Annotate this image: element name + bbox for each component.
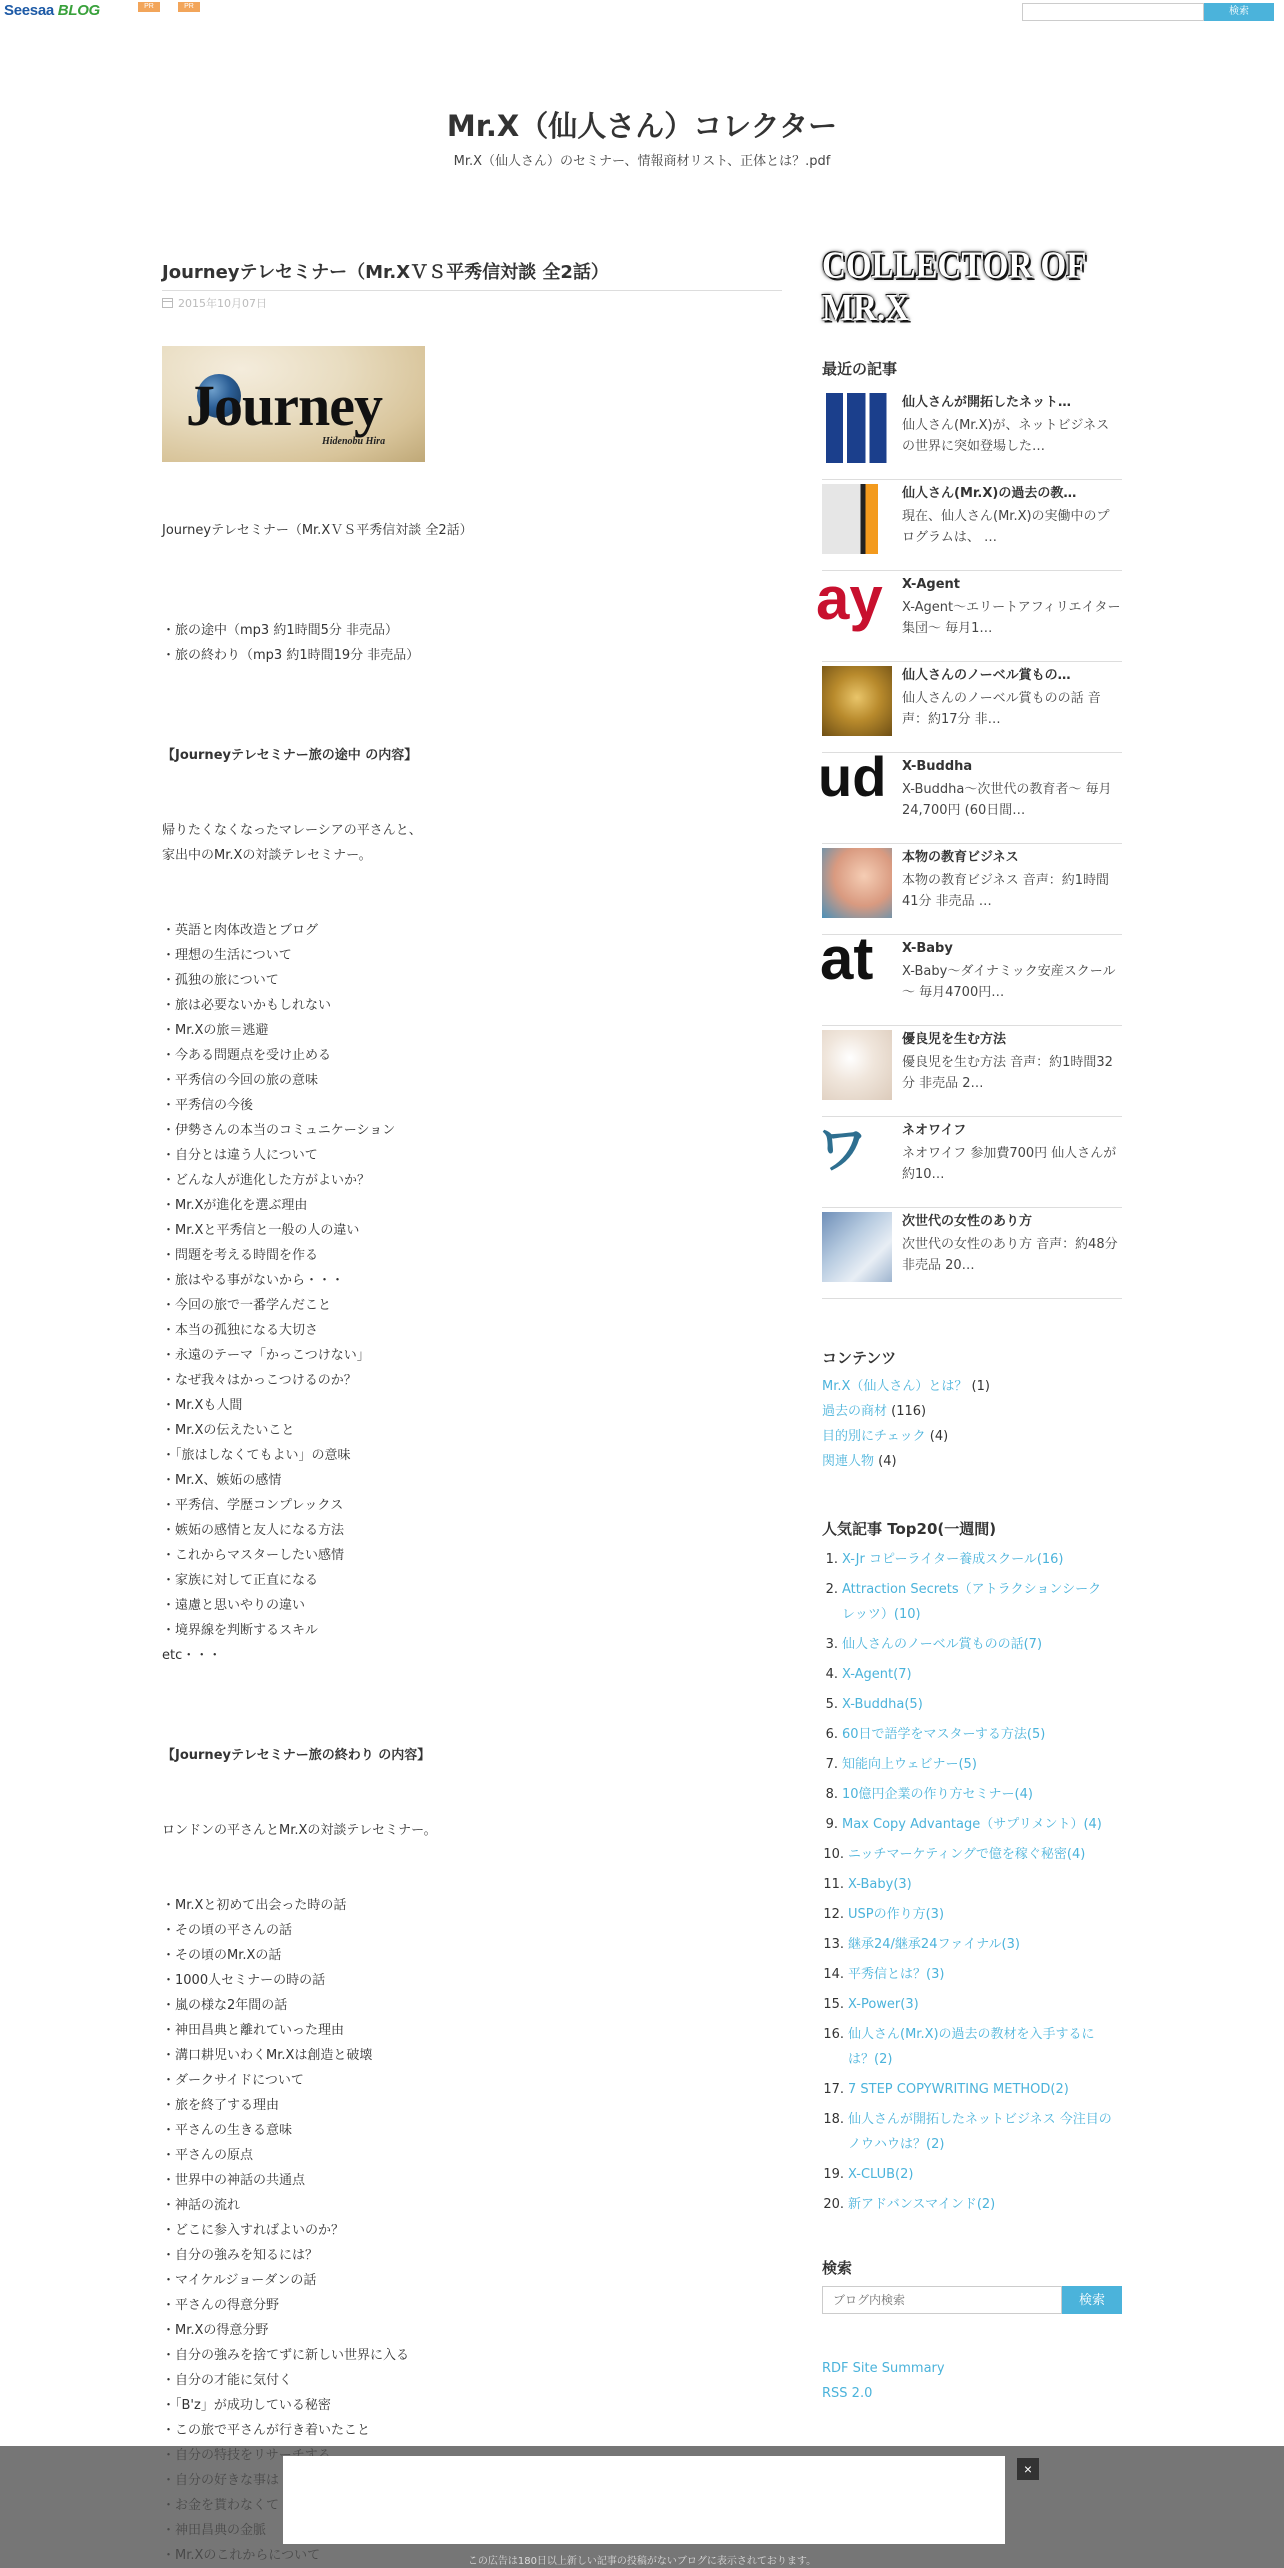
list-item: ・永遠のテーマ「かっこつけない」 xyxy=(162,1348,370,1363)
recent-title[interactable]: X-Baby xyxy=(902,941,953,956)
ranking-number: 1. xyxy=(825,1552,838,1567)
post-date: 2015年10月07日 xyxy=(162,295,782,311)
recent-title[interactable]: ネオワイフ xyxy=(902,1123,967,1138)
recent-thumbnail[interactable] xyxy=(818,745,892,827)
file-item: ・旅の途中（mp3 約1時間5分 非売品） xyxy=(162,623,398,638)
ranking-number: 18. xyxy=(823,2112,844,2127)
thumbnail-graphic: at xyxy=(820,925,874,992)
recent-thumbnail[interactable] xyxy=(822,848,892,918)
ranking-link[interactable]: X-Buddha(5) xyxy=(842,1697,923,1712)
list-item: ・遠慮と思いやりの違い xyxy=(162,1598,306,1613)
top-search-button[interactable]: 検索 xyxy=(1204,3,1274,21)
site-title[interactable]: Mr.X（仙人さん）コレクター xyxy=(446,109,838,143)
ranking-heading: 人気記事 Top20(一週間) xyxy=(822,1520,997,1538)
contents-heading: コンテンツ xyxy=(822,1349,897,1367)
ranking-link[interactable]: 仙人さんのノーベル賞ものの話(7) xyxy=(842,1637,1043,1652)
section1-list xyxy=(162,918,782,1643)
ranking-number: 5. xyxy=(825,1697,838,1712)
ranking-item xyxy=(822,1812,1122,1837)
thumbnail-graphic: ud xyxy=(818,745,887,808)
ranking-number: 20. xyxy=(823,2197,844,2212)
list-item: ・今回の旅で一番学んだこと xyxy=(162,1298,332,1313)
recent-thumbnail[interactable] xyxy=(816,565,892,645)
list-item: ・ダークサイドについて xyxy=(162,2073,304,2088)
list-item: ・平秀信、学歴コンプレックス xyxy=(162,1498,344,1513)
post-body xyxy=(162,462,782,2568)
list-item: ・1000人セミナーの時の話 xyxy=(162,1973,326,1988)
recent-article[interactable] xyxy=(820,925,1122,1026)
list-item: ・「B'z」が成功している秘密 xyxy=(162,2398,331,2413)
list-item: ・今ある問題点を受け止める xyxy=(162,1048,332,1063)
ranking-item xyxy=(822,1782,1122,1807)
ranking-link[interactable]: Max Copy Advantage（サプリメント）(4) xyxy=(842,1817,1102,1832)
list-item: ・この旅で平さんが行き着いたこと xyxy=(162,2423,371,2438)
contents-count: (116) xyxy=(891,1404,927,1419)
list-item: ・どんな人が進化した方がよいか？ xyxy=(162,1173,371,1188)
list-item: ・神話の流れ xyxy=(162,2198,241,2213)
ranking-item xyxy=(822,2192,1122,2217)
ranking-number: 15. xyxy=(823,1997,844,2012)
main-article xyxy=(162,258,782,2568)
recent-excerpt: 仙人さんのノーベル賞ものの話 音声：約17分 非… xyxy=(902,691,1101,727)
list-item: ・平さんの生きる意味 xyxy=(162,2123,293,2138)
ranking-item xyxy=(822,2162,1122,2187)
ranking-item xyxy=(822,1632,1122,1657)
list-item: ・旅を終了する理由 xyxy=(162,2098,280,2113)
section-heading: 【Journeyテレセミナー旅の途中 の内容】 xyxy=(162,748,418,763)
list-item: ・旅は必要ないかもしれない xyxy=(162,998,332,1013)
ranking-item xyxy=(822,2077,1122,2102)
contents-item xyxy=(822,1449,1122,1474)
recent-article[interactable] xyxy=(822,1208,1122,1299)
collector-banner[interactable]: COLLECTOR OF MR.X xyxy=(822,245,1086,330)
ranking-link[interactable]: 平秀信とは？(3) xyxy=(848,1967,945,1982)
ranking-number: 19. xyxy=(823,2167,844,2182)
site-description: Mr.X（仙人さん）のセミナー、情報商材リスト、正体とは？.pdf xyxy=(453,154,831,169)
list-item: ・理想の生活について xyxy=(162,948,292,963)
recent-excerpt: X-Agent～エリートアフィリエイター集団～ 毎月1… xyxy=(902,600,1121,636)
recent-excerpt: X-Buddha～次世代の教育者～ 毎月24,700円 (60日間… xyxy=(902,782,1112,818)
ad-overlay xyxy=(0,2446,1284,2568)
recent-thumbnail[interactable] xyxy=(822,393,892,463)
ranking-link[interactable]: USPの作り方(3) xyxy=(848,1907,945,1922)
ranking-link[interactable]: 7 STEP COPYWRITING METHOD(2) xyxy=(848,2082,1069,2097)
sidebar xyxy=(816,245,1122,2406)
list-item: ・平さんの原点 xyxy=(162,2148,254,2163)
list-item: ・世界中の神話の共通点 xyxy=(162,2173,306,2188)
seesaa-blog-logo[interactable]: Seesaa BLOG xyxy=(4,2,100,19)
recent-thumbnail[interactable] xyxy=(816,1121,892,1191)
pr-badge[interactable]: PR xyxy=(138,2,160,12)
recent-article[interactable] xyxy=(822,662,1122,753)
ranking-item xyxy=(822,1692,1122,1717)
blog-search-button[interactable]: 検索 xyxy=(1062,2286,1122,2314)
ranking-item xyxy=(822,1752,1122,1777)
contents-item xyxy=(822,1399,1122,1424)
ranking-item xyxy=(822,2107,1122,2157)
recent-info xyxy=(902,1121,1122,1207)
ranking-item xyxy=(822,1722,1122,1747)
list-item: ・本当の孤独になる大切さ xyxy=(162,1323,319,1338)
recent-info xyxy=(902,575,1122,661)
list-item: ・マイケルジョーダンの話 xyxy=(162,2273,317,2288)
ranking-item xyxy=(822,1992,1122,2017)
rss-links xyxy=(822,2356,1122,2406)
ranking-link[interactable]: X-Agent(7) xyxy=(842,1667,912,1682)
contents-link[interactable]: 目的別にチェック xyxy=(822,1429,926,1444)
section-etc: etc・・・ xyxy=(162,1648,222,1663)
ranking-item xyxy=(822,1932,1122,1957)
recent-excerpt: 優良児を生む方法 音声：約1時間32分 非売品 2… xyxy=(902,1055,1113,1091)
contents-count: (4) xyxy=(929,1429,949,1444)
list-item: ・伊勢さんの本当のコミュニケーション xyxy=(162,1123,396,1138)
list-item: ・嵐の様な2年間の話 xyxy=(162,1998,288,2013)
ranking-number: 9. xyxy=(825,1817,838,1832)
recent-title[interactable]: 仙人さん(Mr.X)の過去の教… xyxy=(902,486,1077,501)
contents-list xyxy=(822,1374,1122,1474)
recent-info xyxy=(902,848,1122,934)
ad-banner[interactable] xyxy=(283,2456,1005,2544)
section-heading: 【Journeyテレセミナー旅の終わり の内容】 xyxy=(162,1748,431,1763)
recent-excerpt: 次世代の女性のあり方 音声：約48分 非売品 20… xyxy=(902,1237,1118,1273)
recent-title[interactable]: 仙人さんが開拓したネット… xyxy=(902,395,1072,410)
ranking-number: 8. xyxy=(825,1787,838,1802)
list-item: ・どこに参入すればよいのか？ xyxy=(162,2223,345,2238)
recent-excerpt: ネオワイフ 参加費700円 仙人さんが約10… xyxy=(902,1146,1117,1182)
ranking-link[interactable]: X-CLUB(2) xyxy=(848,2167,914,2182)
ranking-link[interactable]: ニッチマーケティングで億を稼ぐ秘密(4) xyxy=(848,1847,1086,1862)
ranking-list xyxy=(822,1547,1122,2217)
recent-article[interactable] xyxy=(816,1117,1122,1208)
file-item: ・旅の終わり（mp3 約1時間19分 非売品） xyxy=(162,648,420,663)
ranking-link[interactable]: 10億円企業の作り方セミナー(4) xyxy=(842,1787,1033,1802)
recent-list xyxy=(816,389,1122,1299)
ranking-link[interactable]: 知能向上ウェビナー(5) xyxy=(842,1757,977,1772)
recent-thumbnail[interactable] xyxy=(822,1030,892,1100)
list-item: ・Mr.Xも人間 xyxy=(162,1398,243,1413)
contents-link[interactable]: 過去の商材 xyxy=(822,1404,888,1419)
ranking-number: 4. xyxy=(825,1667,838,1682)
ranking-item xyxy=(822,1872,1122,1897)
ranking-link[interactable]: Attraction Secrets（アトラクションシークレッツ）(10) xyxy=(842,1582,1102,1622)
ranking-number: 16. xyxy=(823,2027,844,2042)
ranking-number: 6. xyxy=(825,1727,838,1742)
ranking-number: 17. xyxy=(823,2082,844,2097)
list-item: ・その頃の平さんの話 xyxy=(162,1923,293,1938)
recent-title[interactable]: 優良児を生む方法 xyxy=(902,1032,1007,1047)
rss-link[interactable]: RSS 2.0 xyxy=(822,2386,873,2401)
section-intro: 帰りたくなくなったマレーシアの平さんと、 xyxy=(162,823,422,838)
contents-count: (1) xyxy=(971,1379,990,1394)
list-item: ・自分の強みを捨てずに新しい世界に入る xyxy=(162,2348,410,2363)
list-item: ・神田昌典と離れていった理由 xyxy=(162,2023,345,2038)
ranking-item xyxy=(822,1902,1122,1927)
thumbnail-graphic: ay xyxy=(816,565,883,632)
post-intro: Journeyテレセミナー（Mr.XＶＳ平秀信対談 全2話） xyxy=(162,523,473,538)
journey-logo-text: Journey xyxy=(186,373,382,438)
ranking-item xyxy=(822,1547,1122,1572)
recent-article[interactable] xyxy=(822,844,1122,935)
recent-info xyxy=(902,393,1122,479)
top-search-input[interactable] xyxy=(1022,3,1204,21)
recent-article[interactable] xyxy=(822,1026,1122,1117)
list-item: ・「旅はしなくてもよい」の意味 xyxy=(162,1448,351,1463)
recent-info xyxy=(902,1030,1122,1116)
recent-article[interactable] xyxy=(818,745,1122,844)
recent-title[interactable]: 仙人さんのノーベル賞もの… xyxy=(902,668,1071,683)
recent-info xyxy=(902,666,1122,752)
recent-info xyxy=(902,939,1122,1025)
ranking-link[interactable]: 60日で語学をマスターする方法(5) xyxy=(842,1727,1046,1742)
list-item: ・Mr.Xの旅＝逃避 xyxy=(162,1023,269,1038)
list-item: ・問題を考える時間を作る xyxy=(162,1248,319,1263)
recent-excerpt: 本物の教育ビジネス 音声：約1時間41分 非売品 … xyxy=(902,873,1110,909)
calendar-icon xyxy=(162,298,173,308)
search-heading: 検索 xyxy=(822,2259,853,2277)
recent-thumbnail[interactable] xyxy=(822,666,892,736)
ranking-item xyxy=(822,2022,1122,2072)
recent-article[interactable] xyxy=(822,389,1122,480)
recent-excerpt: X-Baby～ダイナミック安産スクール～ 毎月4700円… xyxy=(902,964,1116,1000)
recent-info xyxy=(902,757,1122,843)
ranking-item xyxy=(822,1962,1122,1987)
ranking-number: 7. xyxy=(825,1757,838,1772)
rdf-link[interactable]: RDF Site Summary xyxy=(822,2361,945,2376)
recent-excerpt: 仙人さん(Mr.X)が、ネットビジネスの世界に突如登場した… xyxy=(902,418,1110,454)
list-item: ・自分の才能に気付く xyxy=(162,2373,293,2388)
ranking-link[interactable]: 新アドバンスマインド(2) xyxy=(848,2197,996,2212)
ranking-number: 13. xyxy=(823,1937,844,1952)
journey-image xyxy=(162,346,425,462)
list-item: ・自分とは違う人について xyxy=(162,1148,318,1163)
ranking-link[interactable]: X-Power(3) xyxy=(848,1997,919,2012)
recent-excerpt: 現在、仙人さん(Mr.X)の実働中のプログラムは、 … xyxy=(902,509,1110,545)
recent-info xyxy=(902,1212,1122,1298)
recent-article[interactable] xyxy=(822,480,1122,571)
ranking-link[interactable]: X-Baby(3) xyxy=(848,1877,912,1892)
list-item: ・溝口耕児いわくMr.Xは創造と破壊 xyxy=(162,2048,373,2063)
ranking-number: 10. xyxy=(823,1847,844,1862)
contents-section xyxy=(822,1347,1122,1474)
recent-title[interactable]: 本物の教育ビジネス xyxy=(902,850,1019,865)
contents-link[interactable]: Mr.X（仙人さん）とは？ xyxy=(822,1379,968,1394)
post-title[interactable]: Journeyテレセミナー（Mr.XＶＳ平秀信対談 全2話） xyxy=(162,258,782,291)
ranking-number: 2. xyxy=(825,1582,838,1597)
recent-title[interactable]: X-Agent xyxy=(902,577,961,592)
list-item: ・その頃のMr.Xの話 xyxy=(162,1948,282,1963)
recent-title[interactable]: 次世代の女性のあり方 xyxy=(902,1214,1033,1229)
ranking-number: 12. xyxy=(823,1907,844,1922)
close-icon[interactable]: × xyxy=(1017,2458,1039,2480)
list-item: ・境界線を判断するスキル xyxy=(162,1623,318,1638)
list-item: ・Mr.Xが進化を選ぶ理由 xyxy=(162,1198,308,1213)
list-item: ・自分の強みを知るには？ xyxy=(162,2248,319,2263)
list-item: ・家族に対して正直になる xyxy=(162,1573,319,1588)
ranking-item xyxy=(822,1662,1122,1687)
ranking-item xyxy=(822,1842,1122,1867)
list-item: ・これからマスターしたい感情 xyxy=(162,1548,345,1563)
recent-title[interactable]: X-Buddha xyxy=(902,759,973,774)
contents-item xyxy=(822,1374,1122,1399)
ranking-number: 3. xyxy=(825,1637,838,1652)
section-intro: ロンドンの平さんとMr.Xの対談テレセミナー。 xyxy=(162,1823,437,1838)
ranking-link[interactable]: 仙人さん(Mr.X)の過去の教材を入手するには？(2) xyxy=(848,2027,1095,2067)
ranking-section xyxy=(822,1518,1122,2217)
search-section xyxy=(822,2257,1122,2314)
list-item: ・嫉妬の感情と友人になる方法 xyxy=(162,1523,345,1538)
recent-thumbnail[interactable] xyxy=(822,484,892,554)
ranking-link[interactable]: 継承24/継承24ファイナル(3) xyxy=(848,1937,1020,1952)
list-item: ・Mr.Xの得意分野 xyxy=(162,2323,269,2338)
contents-item xyxy=(822,1424,1122,1449)
section-intro: 家出中のMr.Xの対談テレセミナー。 xyxy=(162,848,372,863)
ranking-link[interactable]: 仙人さんが開拓したネットビジネス 今注目のノウハウは？(2) xyxy=(848,2112,1112,2152)
list-item: ・英語と肉体改造とブログ xyxy=(162,923,319,938)
list-item: ・平さんの得意分野 xyxy=(162,2298,280,2313)
ranking-link[interactable]: X-Jr コピーライター養成スクール(16) xyxy=(842,1552,1064,1567)
pr-badge[interactable]: PR xyxy=(178,2,200,12)
list-item: ・なぜ我々はかっこつけるのか？ xyxy=(162,1373,357,1388)
recent-article[interactable] xyxy=(816,565,1122,662)
recent-thumbnail[interactable] xyxy=(822,1212,892,1282)
list-item: ・平秀信の今回の旅の意味 xyxy=(162,1073,319,1088)
list-item: ・平秀信の今後 xyxy=(162,1098,254,1113)
list-item: ・Mr.Xの伝えたいこと xyxy=(162,1423,295,1438)
ranking-number: 11. xyxy=(823,1877,844,1892)
contents-link[interactable]: 関連人物 xyxy=(822,1454,875,1469)
list-item: ・旅はやる事がないから・・・ xyxy=(162,1273,345,1288)
thumbnail-graphic: ワ xyxy=(816,1122,869,1180)
list-item: ・孤独の旅について xyxy=(162,973,279,988)
blog-search-input[interactable] xyxy=(822,2286,1062,2314)
recent-info xyxy=(902,484,1122,570)
ranking-item xyxy=(822,1577,1122,1627)
list-item: ・Mr.Xと初めて出会った時の話 xyxy=(162,1898,347,1913)
contents-count: (4) xyxy=(878,1454,897,1469)
top-bar xyxy=(0,0,1284,24)
recent-heading: 最近の記事 xyxy=(822,360,898,378)
ranking-number: 14. xyxy=(823,1967,844,1982)
list-item: ・Mr.X、嫉妬の感情 xyxy=(162,1473,282,1488)
recent-thumbnail[interactable] xyxy=(820,925,892,1009)
list-item: ・Mr.Xと平秀信と一般の人の違い xyxy=(162,1223,360,1238)
overlay-note: この広告は180日以上新しい記事の投稿がないブログに表示されております。 xyxy=(467,2556,817,2567)
journey-logo-subtitle: Hidenobu Hira xyxy=(322,436,386,447)
